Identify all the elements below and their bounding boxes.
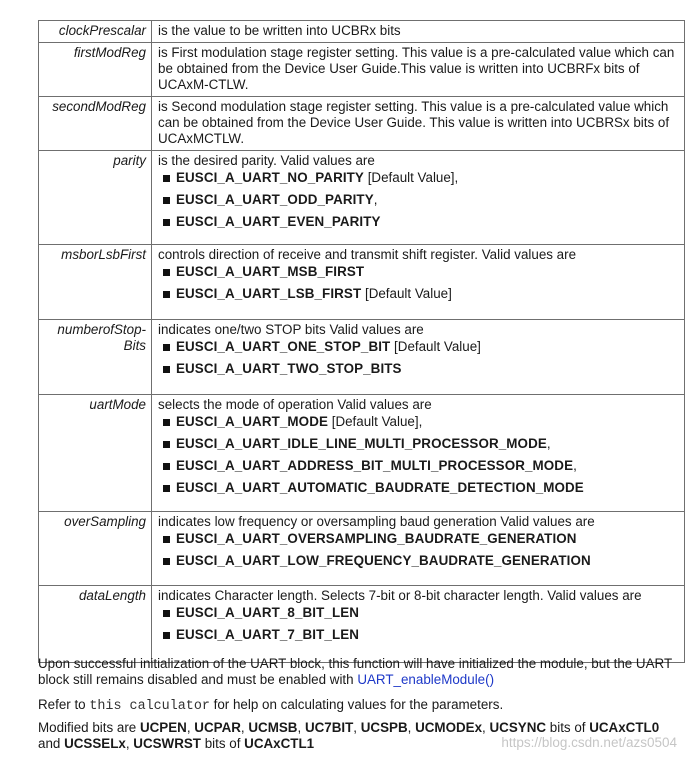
param-description-cell bbox=[152, 245, 685, 320]
square-bullet-icon bbox=[163, 269, 170, 276]
valid-values-list bbox=[158, 414, 679, 496]
valid-value-suffix: , bbox=[373, 192, 378, 207]
valid-value-name: EUSCI_A_UART_LOW_FREQUENCY_BAUDRATE_GENERATION bbox=[176, 553, 591, 568]
modified-bit: UCMODEx bbox=[415, 720, 483, 735]
param-description: is Second modulation stage register setting. This value is a pre-calculated value which can be obtained from the Device User Guide. This value is written into UCBRSx bits of UCAxMCTLW. bbox=[158, 99, 670, 146]
valid-value-item bbox=[176, 339, 679, 355]
param-description-cell bbox=[152, 320, 685, 395]
valid-value-item bbox=[176, 531, 679, 547]
modified-bits-pre: Modified bits are bbox=[38, 720, 140, 735]
square-bullet-icon bbox=[163, 632, 170, 639]
calculator-note-post: for help on calculating values for the parameters. bbox=[209, 697, 504, 712]
param-description-cell bbox=[152, 21, 685, 43]
square-bullet-icon bbox=[163, 419, 170, 426]
modified-bit: UCPAR bbox=[194, 720, 241, 735]
init-note-paragraph bbox=[38, 656, 685, 688]
register-ctl1: UCAxCTL1 bbox=[244, 736, 315, 751]
valid-value-suffix: , bbox=[546, 436, 551, 451]
register-ctl0: UCAxCTL0 bbox=[589, 720, 660, 735]
param-name: numberofStop-Bits bbox=[39, 320, 152, 395]
modified-bit: UCSSELx bbox=[64, 736, 126, 751]
param-description: indicates low frequency or oversampling baud generation Valid values are bbox=[158, 514, 595, 529]
param-description: controls direction of receive and transmit shift register. Valid values are bbox=[158, 247, 577, 262]
valid-value-item bbox=[176, 480, 679, 496]
valid-value-item bbox=[176, 192, 679, 208]
valid-value-name: EUSCI_A_UART_NO_PARITY bbox=[176, 170, 364, 185]
square-bullet-icon bbox=[163, 197, 170, 204]
square-bullet-icon bbox=[163, 175, 170, 182]
param-description: selects the mode of operation Valid values are bbox=[158, 397, 432, 412]
init-note-text: Upon successful initialization of the UART block, this function will have initialized the module, but the UART block still remains disabled and must be enabled with bbox=[38, 656, 672, 687]
param-description-cell bbox=[152, 395, 685, 512]
square-bullet-icon bbox=[163, 441, 170, 448]
param-description-cell bbox=[152, 151, 685, 245]
square-bullet-icon bbox=[163, 485, 170, 492]
param-name: firstModReg bbox=[39, 43, 152, 97]
param-row bbox=[39, 151, 685, 245]
modified-bit: UCPEN bbox=[139, 720, 187, 735]
valid-value-item bbox=[176, 170, 679, 186]
square-bullet-icon bbox=[163, 219, 170, 226]
square-bullet-icon bbox=[163, 610, 170, 617]
valid-value-name: EUSCI_A_UART_IDLE_LINE_MULTI_PROCESSOR_MODE bbox=[176, 436, 547, 451]
calculator-note-pre: Refer to bbox=[38, 697, 90, 712]
param-name: dataLength bbox=[39, 586, 152, 663]
param-row bbox=[39, 395, 685, 512]
param-description: indicates one/two STOP bits Valid values are bbox=[158, 322, 424, 337]
square-bullet-icon bbox=[163, 536, 170, 543]
valid-value-item bbox=[176, 414, 679, 430]
modified-bits-mid1: bits of bbox=[546, 720, 590, 735]
valid-value-item bbox=[176, 214, 679, 230]
calculator-note-paragraph bbox=[38, 697, 685, 715]
valid-value-item bbox=[176, 264, 679, 280]
valid-value-name: EUSCI_A_UART_MODE bbox=[176, 414, 328, 429]
calculator-link[interactable]: this calculator bbox=[89, 699, 210, 714]
param-row bbox=[39, 320, 685, 395]
param-row bbox=[39, 21, 685, 43]
valid-values-list bbox=[158, 339, 679, 377]
valid-value-name: EUSCI_A_UART_ADDRESS_BIT_MULTI_PROCESSOR_MODE bbox=[176, 458, 574, 473]
modified-bit: UCSPB bbox=[360, 720, 408, 735]
valid-value-item bbox=[176, 605, 679, 621]
square-bullet-icon bbox=[163, 291, 170, 298]
param-description: is First modulation stage register setting. This value is a pre-calculated value which can be obtained from the Device User Guide.This value is written into UCBRFx bits of UCAxM-CTLW. bbox=[158, 45, 675, 92]
valid-value-name: EUSCI_A_UART_EVEN_PARITY bbox=[176, 214, 381, 229]
param-description: indicates Character length. Selects 7-bit or 8-bit character length. Valid values are bbox=[158, 588, 642, 603]
modified-bit: UCSYNC bbox=[489, 720, 547, 735]
valid-values-list bbox=[158, 264, 679, 302]
valid-value-name: EUSCI_A_UART_ONE_STOP_BIT bbox=[176, 339, 391, 354]
uart-enable-module-link[interactable]: UART_enableModule() bbox=[357, 672, 495, 687]
valid-value-name: EUSCI_A_UART_LSB_FIRST bbox=[176, 286, 362, 301]
valid-value-suffix: , bbox=[573, 458, 577, 473]
modified-bits-mid2: bits of bbox=[200, 736, 245, 751]
modified-bits-list-ctl1: UCSSELx, UCSWRST bbox=[64, 736, 201, 751]
valid-value-item bbox=[176, 627, 679, 643]
modified-bits-list-ctl0: UCPEN, UCPAR, UCMSB, UC7BIT, UCSPB, UCMODEx, UCSYNC bbox=[139, 720, 547, 735]
valid-value-item bbox=[176, 553, 679, 569]
param-row bbox=[39, 43, 685, 97]
modified-bit: UC7BIT bbox=[304, 720, 354, 735]
valid-value-suffix: [Default Value], bbox=[328, 414, 423, 429]
param-description-cell bbox=[152, 586, 685, 663]
watermark: https://blog.csdn.net/azs0504 bbox=[501, 735, 677, 750]
param-name: clockPrescalar bbox=[39, 21, 152, 43]
valid-value-name: EUSCI_A_UART_8_BIT_LEN bbox=[176, 605, 360, 620]
square-bullet-icon bbox=[163, 366, 170, 373]
param-row bbox=[39, 586, 685, 663]
modified-bit: UCMSB bbox=[248, 720, 298, 735]
param-description: is the value to be written into UCBRx bits bbox=[158, 23, 401, 38]
param-row bbox=[39, 245, 685, 320]
param-name: msborLsbFirst bbox=[39, 245, 152, 320]
modified-bit: UCSWRST bbox=[133, 736, 201, 751]
valid-value-suffix: [Default Value] bbox=[390, 339, 481, 354]
param-name: secondModReg bbox=[39, 97, 152, 151]
param-description-cell bbox=[152, 43, 685, 97]
param-row bbox=[39, 97, 685, 151]
valid-value-name: EUSCI_A_UART_OVERSAMPLING_BAUDRATE_GENERATION bbox=[176, 531, 577, 546]
param-description: is the desired parity. Valid values are bbox=[158, 153, 375, 168]
valid-value-suffix: [Default Value], bbox=[363, 170, 459, 185]
valid-value-item bbox=[176, 286, 679, 302]
param-row bbox=[39, 512, 685, 586]
valid-values-list bbox=[158, 170, 679, 230]
param-name: overSampling bbox=[39, 512, 152, 586]
parameters-table bbox=[38, 20, 685, 663]
param-name: uartMode bbox=[39, 395, 152, 512]
square-bullet-icon bbox=[163, 558, 170, 565]
valid-value-suffix: [Default Value] bbox=[361, 286, 452, 301]
valid-values-list bbox=[158, 605, 679, 643]
modified-bits-and: and bbox=[38, 736, 65, 751]
valid-value-name: EUSCI_A_UART_AUTOMATIC_BAUDRATE_DETECTION_MODE bbox=[176, 480, 584, 495]
valid-value-item bbox=[176, 436, 679, 452]
square-bullet-icon bbox=[163, 463, 170, 470]
valid-value-item bbox=[176, 361, 679, 377]
param-description-cell bbox=[152, 97, 685, 151]
valid-values-list bbox=[158, 531, 679, 569]
square-bullet-icon bbox=[163, 344, 170, 351]
param-description-cell bbox=[152, 512, 685, 586]
valid-value-name: EUSCI_A_UART_MSB_FIRST bbox=[176, 264, 365, 279]
valid-value-name: EUSCI_A_UART_TWO_STOP_BITS bbox=[176, 361, 402, 376]
valid-value-name: EUSCI_A_UART_ODD_PARITY bbox=[176, 192, 374, 207]
parameters-table-body bbox=[39, 21, 685, 663]
param-name: parity bbox=[39, 151, 152, 245]
valid-value-item bbox=[176, 458, 679, 474]
valid-value-name: EUSCI_A_UART_7_BIT_LEN bbox=[176, 627, 360, 642]
